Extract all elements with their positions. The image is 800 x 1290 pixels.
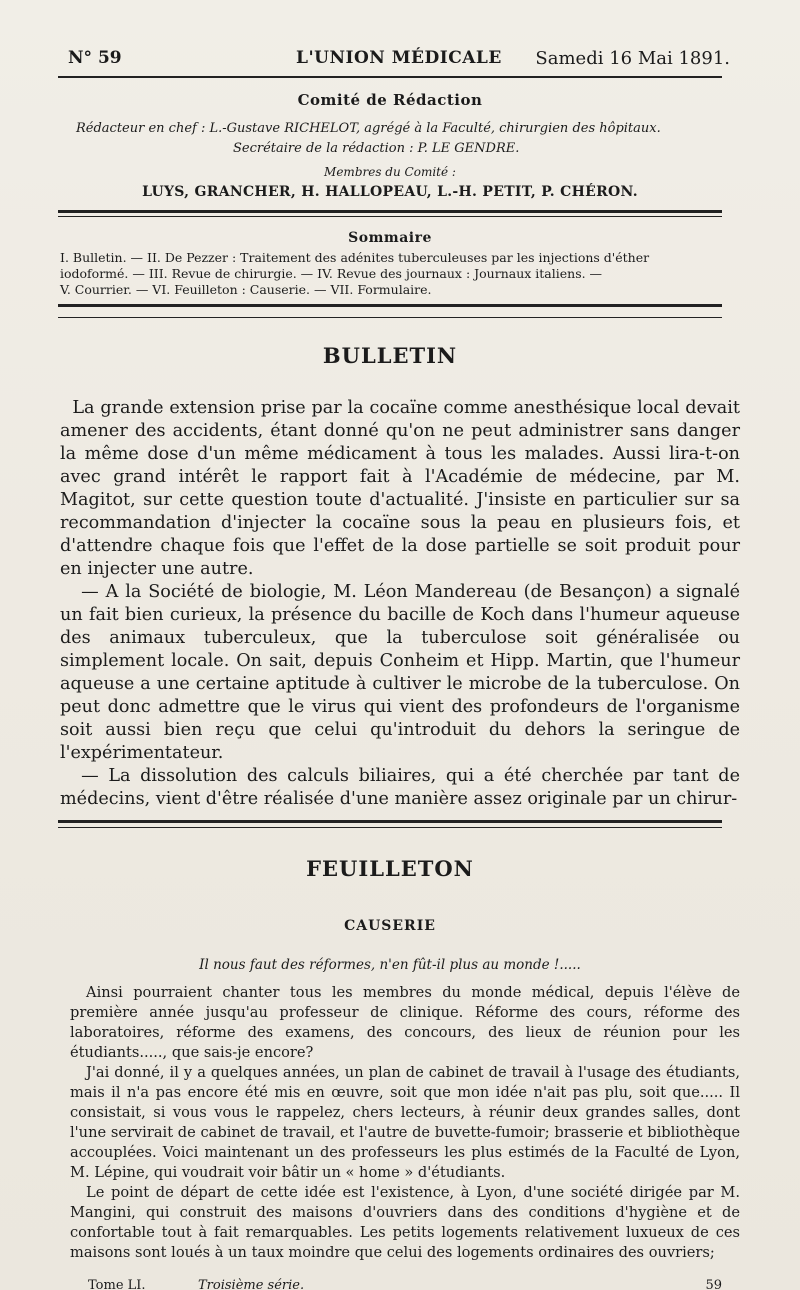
bulletin-title: BULLETIN (322, 343, 458, 368)
bulletin-paragraph: La grande extension prise par la cocaïne comme anesthésique local devait amener des accidents, étant donné qu'on ne peut administrer sans danger la même dose d'un même médicament à tous les malades. Aussi lira-t-on avec grand intérêt le rapport fait à l'Académie de médecine, par M. Magitot, sur cette question toute d'actualité. J'insiste en particulier sur sa recommandation d'injecter la cocaïne sous la peau en plusieurs fois, et d'attendre chaque fois que l'effet de la dose partielle se soit produit pour en injecter une autre. (60, 398, 740, 579)
feuilleton-rule-2 (58, 827, 722, 828)
bulletin-paragraph: — La dissolution des calculs biliaires, qui a été cherchée par tant de médecins, vient d'être réalisée d'une manière assez originale par un chirur- (60, 766, 740, 809)
masthead-rule (58, 76, 722, 78)
feuilleton-paragraph: Ainsi pourraient chanter tous les membres du monde médical, depuis l'élève de première année jusqu'au professeur de clinique. Réforme des cours, réforme des laboratoires, réforme des examens, des concours, des lieux de réunion pour les étudiants....., que sais-je encore? (70, 984, 740, 1061)
comite-title: Comité de Rédaction (297, 91, 483, 109)
masthead (58, 44, 730, 74)
bulletin-paragraph: — A la Société de biologie, M. Léon Mandereau (de Besançon) a signalé un fait bien curieux, la présence du bacille de Koch dans l'humeur aqueuse des animaux tuberculeux, que la tuberculose soit généralisée ou simplement locale. On sait, depuis Conheim et Hipp. Martin, que l'humeur aqueuse a une certaine aptitude à cultiver le microbe de la tuberculose. On peut donc admettre que le virus qui vient des profondeurs de l'organisme soit aussi bien reçu que celui qu'introduit du dehors la seringue de l'expérimentateur. (60, 582, 740, 763)
footer-tome: Tome LI. (88, 1278, 146, 1290)
page-content (58, 0, 740, 1290)
bulletin-body (60, 397, 740, 811)
sommaire-text (60, 250, 734, 298)
footer-page-number: 59 (705, 1278, 722, 1290)
comite-secretaire: Secrétaire de la rédaction : P. LE GENDRE. (233, 141, 520, 156)
feuilleton-body (70, 983, 740, 1263)
footer-serie: Troisième série. (198, 1278, 305, 1290)
issue-date: Samedi 16 Mai 1891. (535, 48, 730, 69)
journal-title: L'UNION MÉDICALE (296, 48, 502, 68)
causerie-subtitle: Il nous faut des réformes, n'en fût-il plus au monde !..... (199, 957, 581, 973)
sommaire-line: I. Bulletin. — II. De Pezzer : Traitement des adénites tuberculeuses par les injections d'éther (60, 250, 650, 265)
comite-rule-1 (58, 210, 722, 213)
sommaire-title: Sommaire (348, 230, 432, 246)
comite-redacteur: Rédacteur en chef : L.-Gustave RICHELOT, agrégé à la Faculté, chirurgien des hôpitaux. (76, 121, 661, 136)
issue-number: N° 59 (68, 48, 122, 68)
comite-rule-2 (58, 216, 722, 217)
feuilleton-paragraph: Le point de départ de cette idée est l'existence, à Lyon, d'une société dirigée par M. Mangini, qui construit des maisons d'ouvriers dans des conditions d'hygiène et de confortable tout à fait remarquables. Les petits logements relativement luxueux de ces maisons sont loués à un taux moindre que celui des logements ordinaires des ouvriers; (70, 1184, 740, 1261)
causerie-title: CAUSERIE (344, 918, 436, 934)
comite-membres-label: Membres du Comité : (324, 165, 456, 179)
sommaire-rule-1 (58, 304, 722, 307)
sommaire-line: V. Courrier. — VI. Feuilleton : Causerie. — VII. Formulaire. (60, 282, 432, 297)
feuilleton-paragraph: J'ai donné, il y a quelques années, un plan de cabinet de travail à l'usage des étudiants, mais il n'a pas encore été mis en œuvre, soit que mon idée n'ait pas plu, soit que..... Il consistait, si vous vous le rappelez, chers lecteurs, à réunir deux grandes salles, dont l'une servirait de cabinet de travail, et l'autre de buvette-fumoir; brasserie et bibliothèque accouplées. Voici maintenant un des professeurs les plus estimés de la Faculté de Lyon, M. Lépine, qui voudrait voir bâtir un « home » d'étudiants. (70, 1064, 740, 1181)
sommaire-rule-2 (58, 317, 722, 318)
feuilleton-title: FEUILLETON (306, 856, 474, 881)
sommaire-line: iodoformé. — III. Revue de chirurgie. — IV. Revue des journaux : Journaux italiens. — (60, 266, 603, 281)
comite-membres: LUYS, GRANCHER, H. HALLOPEAU, L.-H. PETIT, P. CHÉRON. (142, 184, 638, 200)
feuilleton-rule-1 (58, 820, 722, 823)
